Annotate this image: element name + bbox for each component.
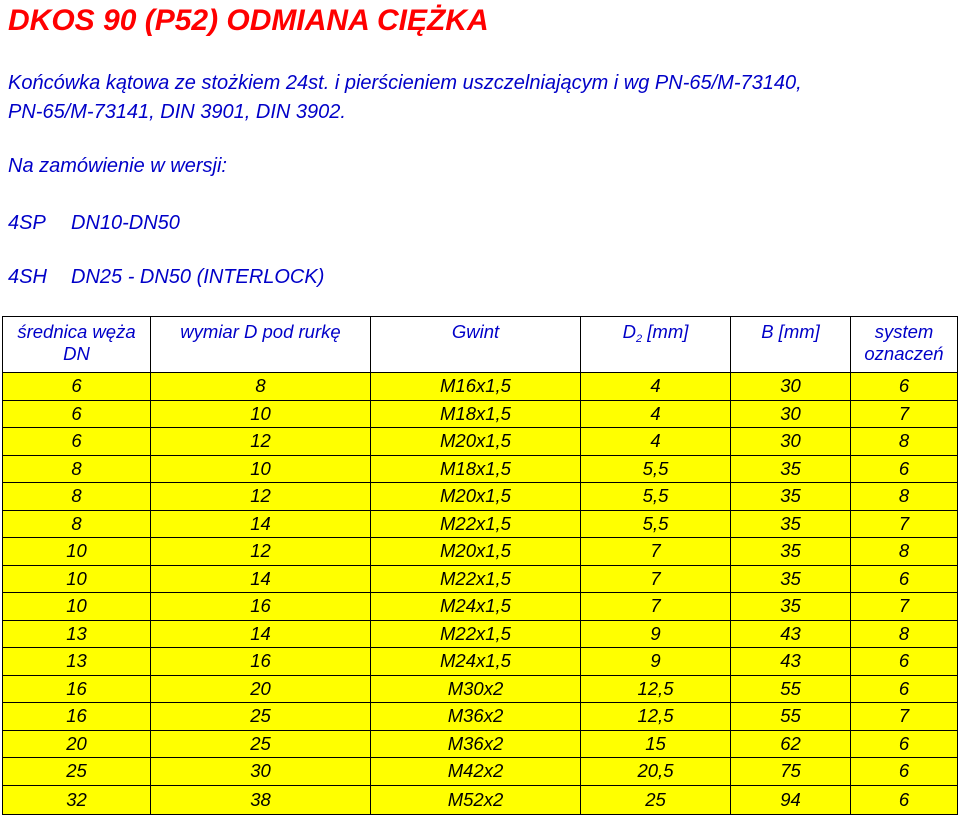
cell-dn: 10 — [3, 565, 151, 593]
cell-d-size: 10 — [151, 400, 371, 428]
cell-d-size: 14 — [151, 510, 371, 538]
cell-dn: 13 — [3, 620, 151, 648]
header-system: system oznaczeń — [851, 317, 958, 373]
cell-thread: M36x2 — [371, 730, 581, 758]
cell-d-size: 14 — [151, 565, 371, 593]
cell-b: 35 — [731, 565, 851, 593]
table-body — [3, 373, 958, 815]
table-row — [3, 483, 958, 511]
cell-thread: M20x1,5 — [371, 483, 581, 511]
table-row — [3, 455, 958, 483]
cell-d-size: 14 — [151, 620, 371, 648]
cell-system: 6 — [851, 648, 958, 676]
cell-thread: M30x2 — [371, 675, 581, 703]
cell-dn: 8 — [3, 483, 151, 511]
cell-d-size: 25 — [151, 730, 371, 758]
cell-d-size: 10 — [151, 455, 371, 483]
cell-thread: M20x1,5 — [371, 538, 581, 566]
cell-d2: 7 — [581, 538, 731, 566]
table-row — [3, 675, 958, 703]
cell-d2: 4 — [581, 400, 731, 428]
cell-b: 62 — [731, 730, 851, 758]
cell-thread: M18x1,5 — [371, 455, 581, 483]
cell-dn: 25 — [3, 758, 151, 786]
cell-d2: 9 — [581, 648, 731, 676]
header-d2-sub: 2 — [636, 333, 643, 345]
cell-system: 6 — [851, 730, 958, 758]
cell-thread: M22x1,5 — [371, 510, 581, 538]
cell-b: 35 — [731, 538, 851, 566]
variant-code: 4SP — [8, 212, 46, 234]
table-row — [3, 538, 958, 566]
variant-range: DN10-DN50 — [71, 212, 180, 234]
cell-b: 35 — [731, 455, 851, 483]
cell-b: 30 — [731, 428, 851, 456]
cell-b: 35 — [731, 593, 851, 621]
cell-d-size: 16 — [151, 648, 371, 676]
cell-dn: 32 — [3, 785, 151, 814]
cell-system: 7 — [851, 593, 958, 621]
cell-dn: 16 — [3, 675, 151, 703]
cell-dn: 8 — [3, 455, 151, 483]
cell-system: 6 — [851, 758, 958, 786]
cell-b: 55 — [731, 703, 851, 731]
cell-d2: 5,5 — [581, 483, 731, 511]
cell-dn: 6 — [3, 428, 151, 456]
header-hose-diameter: średnica węża DN — [3, 317, 151, 373]
cell-system: 6 — [851, 455, 958, 483]
cell-system: 6 — [851, 675, 958, 703]
table-header-row — [3, 317, 958, 373]
cell-d2: 12,5 — [581, 675, 731, 703]
cell-b: 43 — [731, 620, 851, 648]
cell-d2: 5,5 — [581, 510, 731, 538]
header-thread: Gwint — [371, 317, 581, 373]
cell-thread: M20x1,5 — [371, 428, 581, 456]
table-row — [3, 620, 958, 648]
cell-d-size: 8 — [151, 373, 371, 401]
cell-system: 8 — [851, 538, 958, 566]
cell-d-size: 16 — [151, 593, 371, 621]
header-d2-unit: [mm] — [642, 321, 689, 342]
variant-range: DN25 - DN50 (INTERLOCK) — [71, 266, 325, 288]
cell-thread: M18x1,5 — [371, 400, 581, 428]
cell-b: 35 — [731, 510, 851, 538]
cell-d2: 20,5 — [581, 758, 731, 786]
cell-system: 6 — [851, 565, 958, 593]
cell-d2: 5,5 — [581, 455, 731, 483]
cell-system: 8 — [851, 428, 958, 456]
cell-d2: 4 — [581, 428, 731, 456]
cell-dn: 10 — [3, 538, 151, 566]
cell-system: 6 — [851, 785, 958, 814]
cell-d2: 7 — [581, 593, 731, 621]
cell-system: 7 — [851, 703, 958, 731]
table-row — [3, 730, 958, 758]
page-title: DKOS 90 (P52) ODMIANA CIĘŻKA — [8, 4, 489, 37]
header-d2 — [581, 317, 731, 373]
cell-b: 94 — [731, 785, 851, 814]
table-row — [3, 648, 958, 676]
cell-b: 55 — [731, 675, 851, 703]
table-row — [3, 703, 958, 731]
cell-b: 75 — [731, 758, 851, 786]
table-row — [3, 510, 958, 538]
cell-b: 43 — [731, 648, 851, 676]
cell-system: 6 — [851, 373, 958, 401]
cell-b: 30 — [731, 373, 851, 401]
header-d-size: wymiar D pod rurkę — [151, 317, 371, 373]
cell-b: 30 — [731, 400, 851, 428]
cell-dn: 6 — [3, 373, 151, 401]
cell-d2: 7 — [581, 565, 731, 593]
cell-thread: M36x2 — [371, 703, 581, 731]
table-row — [3, 565, 958, 593]
cell-dn: 10 — [3, 593, 151, 621]
cell-system: 8 — [851, 483, 958, 511]
cell-system: 8 — [851, 620, 958, 648]
cell-dn: 8 — [3, 510, 151, 538]
cell-d-size: 12 — [151, 428, 371, 456]
cell-system: 7 — [851, 400, 958, 428]
cell-d-size: 20 — [151, 675, 371, 703]
table-row — [3, 373, 958, 401]
cell-dn: 20 — [3, 730, 151, 758]
header-b: B [mm] — [731, 317, 851, 373]
table-row — [3, 428, 958, 456]
table-row — [3, 400, 958, 428]
cell-thread: M22x1,5 — [371, 620, 581, 648]
cell-d2: 25 — [581, 785, 731, 814]
cell-d2: 12,5 — [581, 703, 731, 731]
cell-d-size: 12 — [151, 483, 371, 511]
cell-thread: M16x1,5 — [371, 373, 581, 401]
cell-d2: 15 — [581, 730, 731, 758]
cell-thread: M24x1,5 — [371, 648, 581, 676]
variant-4sp — [8, 212, 180, 235]
cell-dn: 16 — [3, 703, 151, 731]
product-description: Końcówka kątowa ze stożkiem 24st. i pierścieniem uszczelniającym i wg PN-65/M-73140, PN-65/M-73141, DIN 3901, DIN 3902. — [8, 72, 802, 123]
cell-d2: 4 — [581, 373, 731, 401]
table-row — [3, 593, 958, 621]
cell-d-size: 30 — [151, 758, 371, 786]
cell-dn: 13 — [3, 648, 151, 676]
cell-d2: 9 — [581, 620, 731, 648]
cell-dn: 6 — [3, 400, 151, 428]
header-d2-main: D — [622, 321, 636, 342]
cell-thread: M42x2 — [371, 758, 581, 786]
order-heading: Na zamówienie w wersji: — [8, 155, 227, 177]
cell-d-size: 25 — [151, 703, 371, 731]
cell-d-size: 12 — [151, 538, 371, 566]
cell-system: 7 — [851, 510, 958, 538]
spec-table — [2, 316, 958, 815]
cell-thread: M22x1,5 — [371, 565, 581, 593]
table-row — [3, 758, 958, 786]
cell-d-size: 38 — [151, 785, 371, 814]
cell-b: 35 — [731, 483, 851, 511]
cell-thread: M52x2 — [371, 785, 581, 814]
table-row — [3, 785, 958, 814]
cell-thread: M24x1,5 — [371, 593, 581, 621]
variant-code: 4SH — [8, 266, 47, 288]
variant-4sh — [8, 266, 324, 289]
